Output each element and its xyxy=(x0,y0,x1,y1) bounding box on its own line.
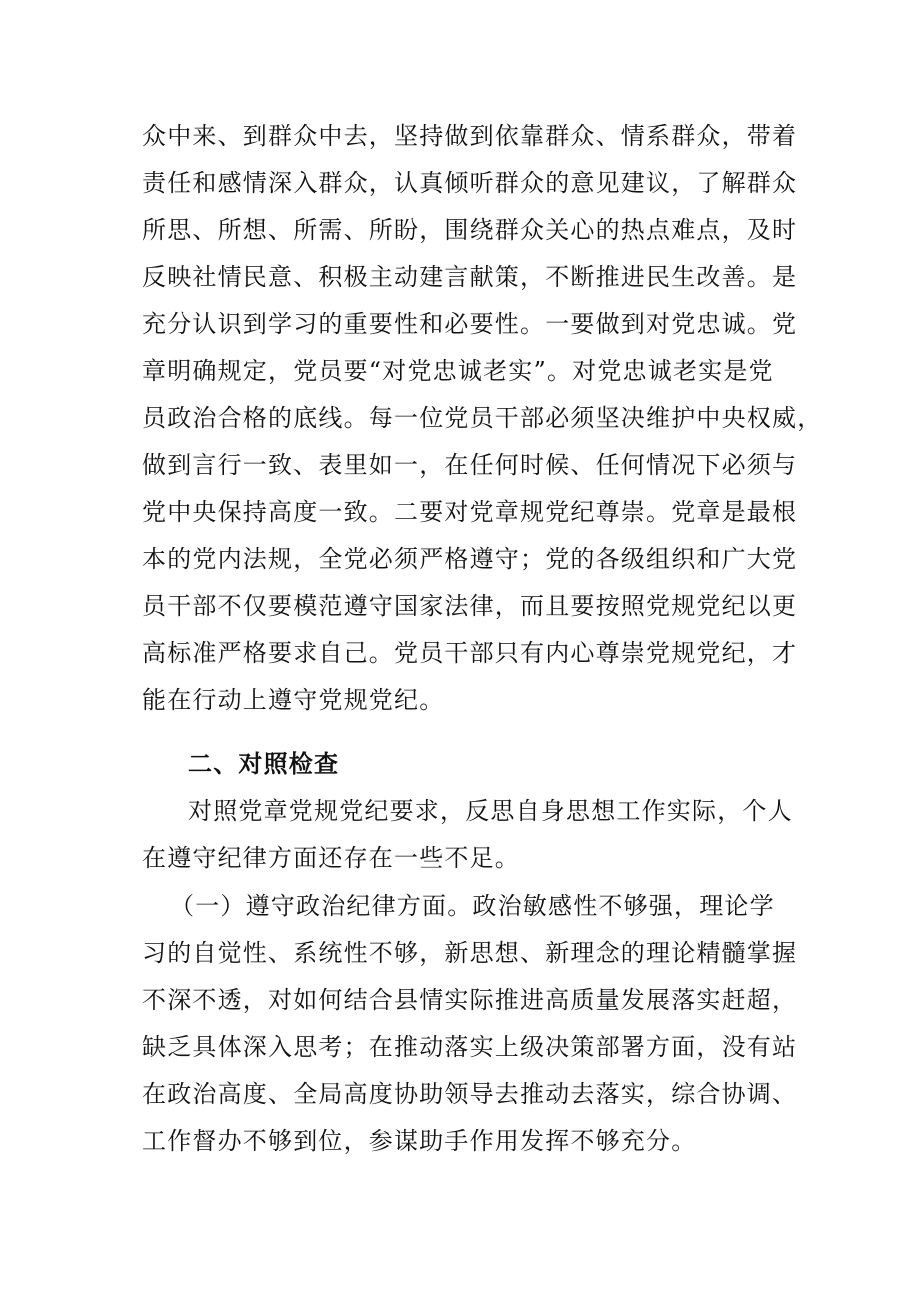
text-line: 能在行动上遵守党规党纪。 xyxy=(142,686,445,714)
paragraph-body-3 xyxy=(142,883,802,1165)
section-heading: 二、对照检查 xyxy=(188,750,340,778)
paragraph-body-1 xyxy=(142,113,823,724)
text-line: 习的自觉性、系统性不够，新思想、新理念的理论精髓掌握 xyxy=(142,939,798,967)
text-line: （一）遵守政治纪律方面。政治敏感性不够强，理论学 xyxy=(170,892,775,920)
text-line: 反映社情民意、积极主动建言献策，不断推进民生改善。是 xyxy=(142,263,798,291)
text-line: 众中来、到群众中去，坚持做到依靠群众、情系群众，带着 xyxy=(142,122,798,150)
text-line: 对照党章党规党纪要求，反思自身思想工作实际，个人 xyxy=(188,797,793,825)
text-line: 工作督办不够到位，参谋助手作用发挥不够充分。 xyxy=(142,1127,697,1155)
text-line: 党中央保持高度一致。二要对党章规党纪尊崇。党章是最根 xyxy=(142,498,798,526)
text-line: 在遵守纪律方面还存在一些不足。 xyxy=(142,844,520,872)
text-line: 所思、所想、所需、所盼，围绕群众关心的热点难点，及时 xyxy=(142,216,798,244)
text-line: 不深不透，对如何结合县情实际推进高质量发展落实赶超， xyxy=(142,986,798,1014)
text-line: 员干部不仅要模范遵守国家法律，而且要按照党规党纪以更 xyxy=(142,592,798,620)
text-line: 在政治高度、全局高度协助领导去推动去落实，综合协调、 xyxy=(142,1080,798,1108)
text-line: 章明确规定，党员要“对党忠诚老实”。对党忠诚老实是党 xyxy=(142,357,774,385)
text-line: 做到言行一致、表里如一，在任何时候、任何情况下必须与 xyxy=(142,451,798,479)
text-line: 员政治合格的底线。每一位党员干部必须坚决维护中央权威， xyxy=(142,404,823,432)
text-line: 缺乏具体深入思考；在推动落实上级决策部署方面，没有站 xyxy=(142,1033,798,1061)
text-line: 本的党内法规，全党必须严格遵守；党的各级组织和广大党 xyxy=(142,545,798,573)
paragraph-body-2 xyxy=(142,788,802,882)
text-line: 责任和感情深入群众，认真倾听群众的意见建议，了解群众 xyxy=(142,169,798,197)
text-line: 充分认识到学习的重要性和必要性。一要做到对党忠诚。党 xyxy=(142,310,798,338)
text-line: 高标准严格要求自己。党员干部只有内心尊崇党规党纪，才 xyxy=(142,639,798,667)
